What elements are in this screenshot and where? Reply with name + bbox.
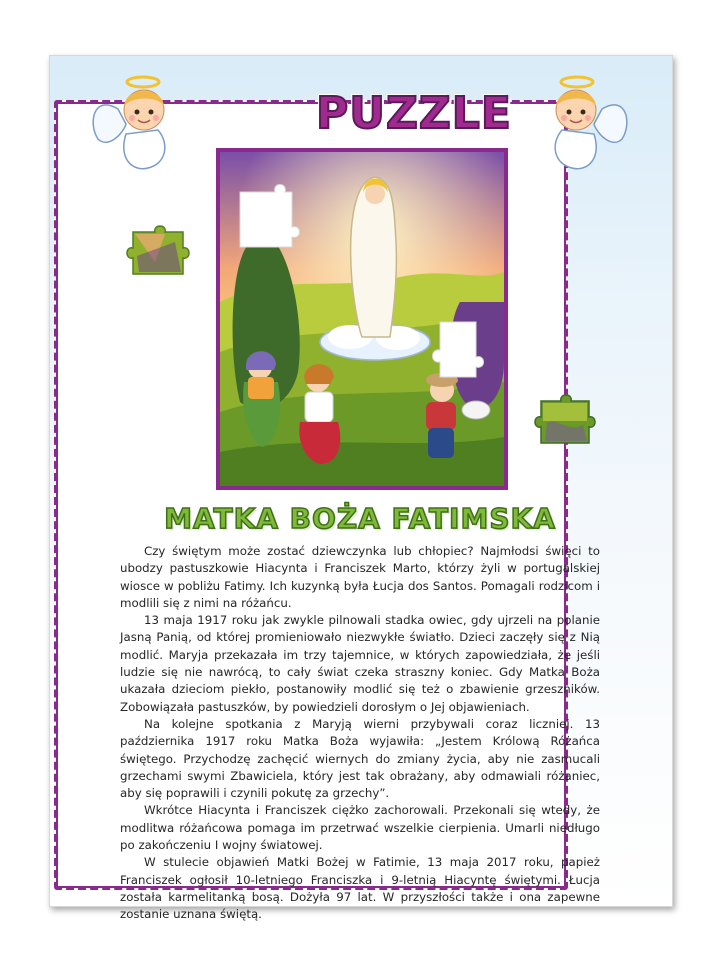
article-title: MATKA BOŻA FATIMSKA — [164, 502, 556, 535]
paragraph: Czy świętym może zostać dziewczynka lub chłopiec? Najmłodsi święci to ubodzy pastuszkowie Hiacynta i Franciszek Marto, którzy żyli w portugalskiej wiosce w pobliżu Fatimy. Ich kuzynką była Łucja dos Santos. Pomagali rodzicom i modlili się z nimi na różańcu. — [120, 544, 600, 610]
loose-puzzle-piece-right-icon — [533, 393, 599, 449]
loose-puzzle-piece-left-icon — [125, 222, 195, 282]
fatima-illustration — [216, 148, 508, 490]
paragraph: Wkrótce Hiacynta i Franciszek ciężko zachorowali. Przekonali się wtedy, że modlitwa różańcowa pomaga im przetrwać wszelkie cierpienia. Umarli niedługo po zakończeniu I wojny światowej. — [120, 803, 600, 853]
paragraph: W stulecie objawień Matki Bożej w Fatimie, 13 maja 2017 roku, papież Franciszek ogłosił 10-letniego Franciszka i 9-letnią Hiacyntę świętymi. Łucja została karmelitanką bosą. Dożyła 97 lat. W przyszłości także i ona zapewne zostanie uznana świętą. — [120, 855, 600, 922]
article-body — [120, 543, 600, 924]
illustration-scene — [220, 152, 504, 486]
paragraph: 13 maja 1917 roku jak zwykle pilnowali stadka owiec, gdy ujrzeli na polanie Jasną Panią, od której promieniowało niezwykłe światło. Dzieci zaczęły się z Nią modlić. Maryja przekazała im trzy tajemnice, w których zapowiedziała, że jeśli ludzie się nie nawrócą, to cały świat czeka straszny koniec. Gdy Matka Boża ukazała dzieciom piekło, postanowiły modlić się też o zbawienie grzeszników. Zobowiązała pastuszków, by powiedzieli dorosłym o Jej objawieniach. — [120, 613, 600, 714]
paragraph: Na kolejne spotkania z Maryją wierni przybywali coraz liczniej. 13 października 1917 roku Matka Boża wyjawiła: „Jestem Królową Różańca świętego. Przychodzę zachęcić wiernych do zmiany życia, aby nie zasmucali grzechami swymi Zbawiciela, który jest tak obrażany, aby odmawiali różaniec, aby się poprawili i czynili pokutę za grzechy”. — [120, 716, 600, 801]
left-angel-icon — [88, 64, 188, 174]
right-angel-icon — [532, 64, 632, 174]
puzzle-title: PUZZLE — [316, 88, 512, 139]
